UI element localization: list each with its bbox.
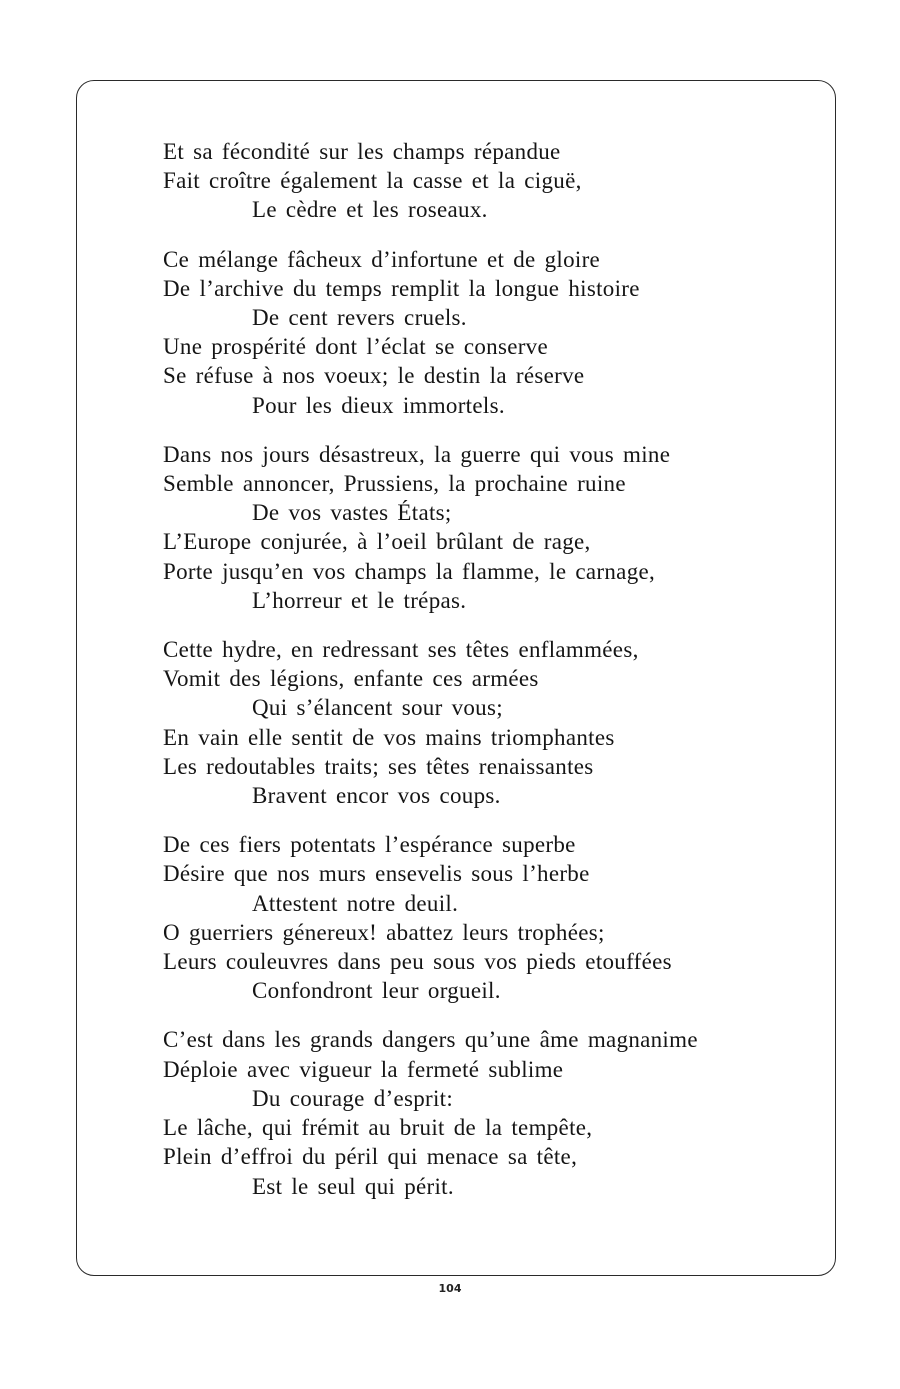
page-number: 104	[438, 1282, 462, 1295]
verse-line: Se réfuse à nos voeux; le destin la réserve	[163, 363, 585, 389]
verse-line: Une prospérité dont l’éclat se conserve	[163, 334, 548, 360]
verse-line: De l’archive du temps remplit la longue histoire	[163, 275, 640, 301]
verse-line-indented: Qui s’élancent sour vous;	[252, 695, 503, 721]
verse-line: Les redoutables traits; ses têtes renaissantes	[163, 753, 594, 779]
verse-line: Plein d’effroi du péril qui menace sa tête,	[163, 1144, 578, 1170]
verse-line-indented: Le cèdre et les roseaux.	[252, 197, 488, 223]
verse-line-indented: Confondront leur orgueil.	[252, 978, 501, 1004]
verse-line: Semble annoncer, Prussiens, la prochaine ruine	[163, 471, 626, 497]
stanza	[163, 137, 803, 225]
verse-line: Désire que nos murs ensevelis sous l’herbe	[163, 861, 590, 887]
verse-line: En vain elle sentit de vos mains triomphantes	[163, 724, 615, 750]
verse-line: Le lâche, qui frémit au bruit de la tempête,	[163, 1115, 593, 1141]
verse-line: Leurs couleuvres dans peu sous vos pieds etouffées	[163, 949, 672, 975]
verse-line: L’Europe conjurée, à l’oeil brûlant de rage,	[163, 529, 591, 555]
verse-line-indented: Attestent notre deuil.	[252, 890, 459, 916]
stanza	[163, 830, 803, 1005]
verse-line: Cette hydre, en redressant ses têtes enflammées,	[163, 637, 639, 663]
verse-line-indented: De cent revers cruels.	[252, 305, 467, 331]
verse-line-indented: De vos vastes États;	[252, 500, 452, 526]
poem-body	[163, 137, 803, 1221]
verse-line: O guerriers génereux! abattez leurs trophées;	[163, 919, 605, 945]
verse-line: C’est dans les grands dangers qu’une âme magnanime	[163, 1027, 698, 1053]
verse-line: Porte jusqu’en vos champs la flamme, le carnage,	[163, 558, 656, 584]
verse-line-indented: Bravent encor vos coups.	[252, 783, 501, 809]
verse-line: Dans nos jours désastreux, la guerre qui vous mine	[163, 441, 671, 467]
verse-line: Vomit des légions, enfante ces armées	[163, 666, 539, 692]
verse-line: Fait croître également la casse et la ciguë,	[163, 168, 582, 194]
verse-line: Et sa fécondité sur les champs répandue	[163, 139, 561, 164]
stanza	[163, 635, 803, 810]
verse-line: De ces fiers potentats l’espérance superbe	[163, 832, 576, 858]
stanza	[163, 1025, 803, 1200]
verse-line-indented: Pour les dieux immortels.	[252, 392, 505, 418]
stanza	[163, 245, 803, 420]
verse-line-indented: Est le seul qui périt.	[252, 1173, 454, 1199]
verse-line-indented: Du courage d’esprit:	[252, 1085, 454, 1111]
verse-line: Déploie avec vigueur la fermeté sublime	[163, 1056, 564, 1082]
stanza	[163, 440, 803, 615]
verse-line: Ce mélange fâcheux d’infortune et de gloire	[163, 246, 601, 272]
verse-line-indented: L’horreur et le trépas.	[252, 587, 467, 613]
